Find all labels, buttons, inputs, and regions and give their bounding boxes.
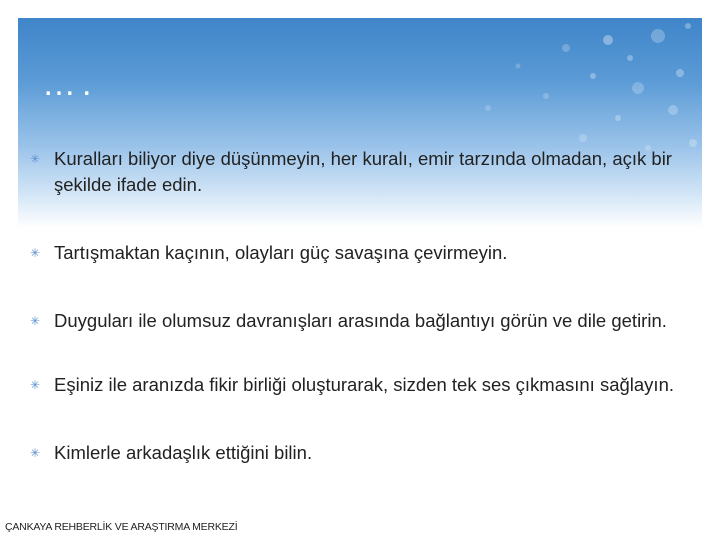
slide-title: ….: [42, 65, 98, 103]
asterisk-bullet-icon: ✳: [30, 246, 41, 260]
bullet-text: Kuralları biliyor diye düşünmeyin, her kuralı, emir tarzında olmadan, açık bir şekilde ifade edin.: [54, 148, 672, 195]
bullet-item: [30, 146, 680, 198]
bullet-text: Tartışmaktan kaçının, olayları güç savaşına çevirmeyin.: [54, 242, 508, 263]
bullet-text: Kimlerle arkadaşlık ettiğini bilin.: [54, 442, 313, 463]
bullet-item: [30, 372, 680, 398]
asterisk-bullet-icon: ✳: [30, 314, 41, 328]
asterisk-bullet-icon: ✳: [30, 378, 41, 392]
bullet-text: Eşiniz ile aranızda fikir birliği oluşturarak, sizden tek ses çıkmasını sağlayın.: [54, 374, 675, 395]
asterisk-bullet-icon: ✳: [30, 152, 41, 166]
footer-text: ÇANKAYA REHBERLİK VE ARAŞTIRMA MERKEZİ: [5, 521, 238, 533]
bullet-item: [30, 240, 680, 266]
bullet-item: [30, 440, 680, 466]
bullet-list: [30, 146, 680, 466]
asterisk-bullet-icon: ✳: [30, 446, 41, 460]
bullet-text: Duyguları ile olumsuz davranışları arasında bağlantıyı görün ve dile getirin.: [54, 310, 667, 331]
bullet-item: [30, 308, 680, 334]
